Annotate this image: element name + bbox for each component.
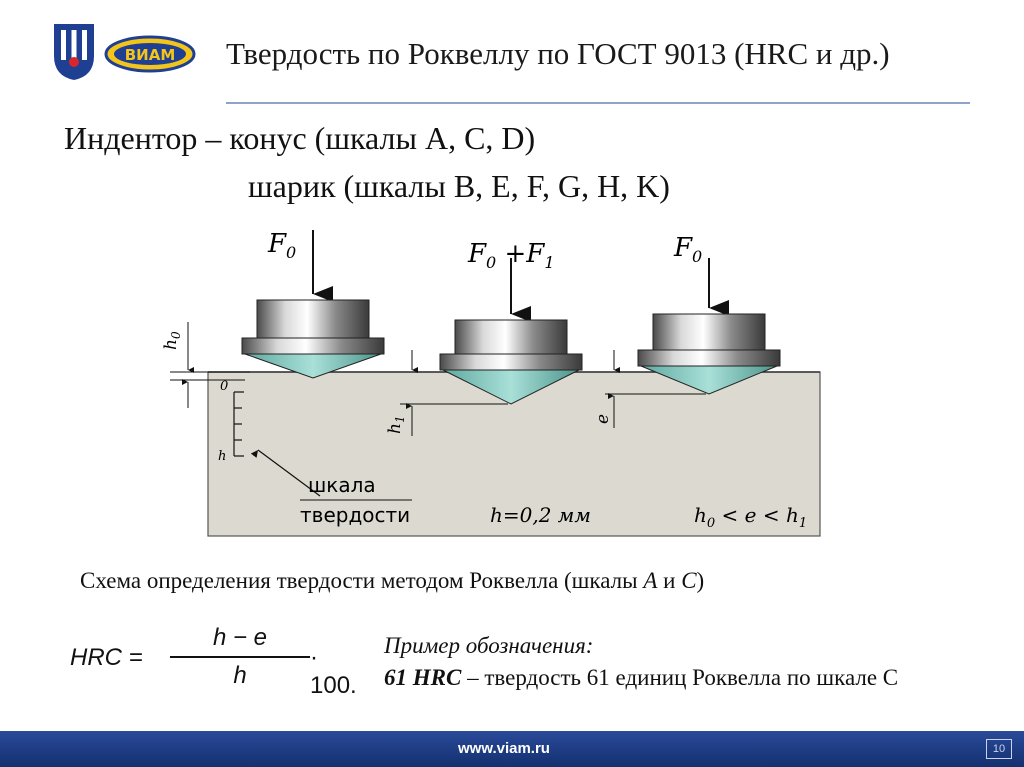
viam-logo-icon [104, 34, 196, 74]
formula-rhs: · 100. [310, 644, 357, 699]
inequality-label: $h_0 < e < h_1$ [694, 503, 808, 531]
scale-label-2: твердости [300, 503, 411, 527]
diagram-caption: Схема определения твердости методом Роквелла (шкалы A и C) [80, 568, 705, 593]
indenter-ball-line: шарик (шкалы B, E, F, G, H, K) [248, 168, 670, 204]
svg-text:h1: $h_1$ [385, 415, 407, 434]
indenter-cone-line: Индентор – конус (шкалы A, C, D) [64, 120, 536, 156]
example-text: 61 HRC – твердость 61 единиц Роквелла по шкале С [384, 665, 899, 690]
page-title: Твердость по Роквеллу по ГОСТ 9013 (HRC и др.) [226, 36, 890, 71]
indenter-preload-left [242, 230, 384, 378]
formula-numerator: h − e [212, 624, 268, 651]
force-label-left: $F_0$ [268, 229, 297, 262]
footer-url[interactable]: www.viam.ru [458, 740, 550, 757]
h-value-label: h=0,2 мм [490, 503, 591, 527]
university-logo-icon [52, 22, 96, 82]
force-label-middle: $F_0 +F_1$ [468, 239, 555, 272]
rockwell-diagram [150, 222, 830, 544]
example-block [384, 630, 898, 694]
hrc-formula [70, 622, 360, 699]
viam-logo-text: ВИАМ [124, 46, 176, 64]
e-label: e [593, 413, 613, 424]
page-number: 10 [986, 739, 1012, 759]
title-rule [226, 102, 970, 104]
formula-lhs: HRC = [70, 644, 143, 671]
force-label-right: $F_0$ [674, 233, 703, 266]
scale-h-label: h [218, 449, 227, 464]
svg-text:h0: $h_0$ [161, 331, 183, 350]
scale-label-1: шкала [308, 473, 376, 497]
example-heading: Пример обозначения: [384, 633, 594, 658]
formula-denominator: h [233, 662, 247, 689]
scale-zero-label: 0 [220, 379, 229, 394]
formula-fraction [170, 622, 310, 692]
indenter-unload-right [638, 258, 780, 394]
footer-bar [0, 731, 1024, 767]
